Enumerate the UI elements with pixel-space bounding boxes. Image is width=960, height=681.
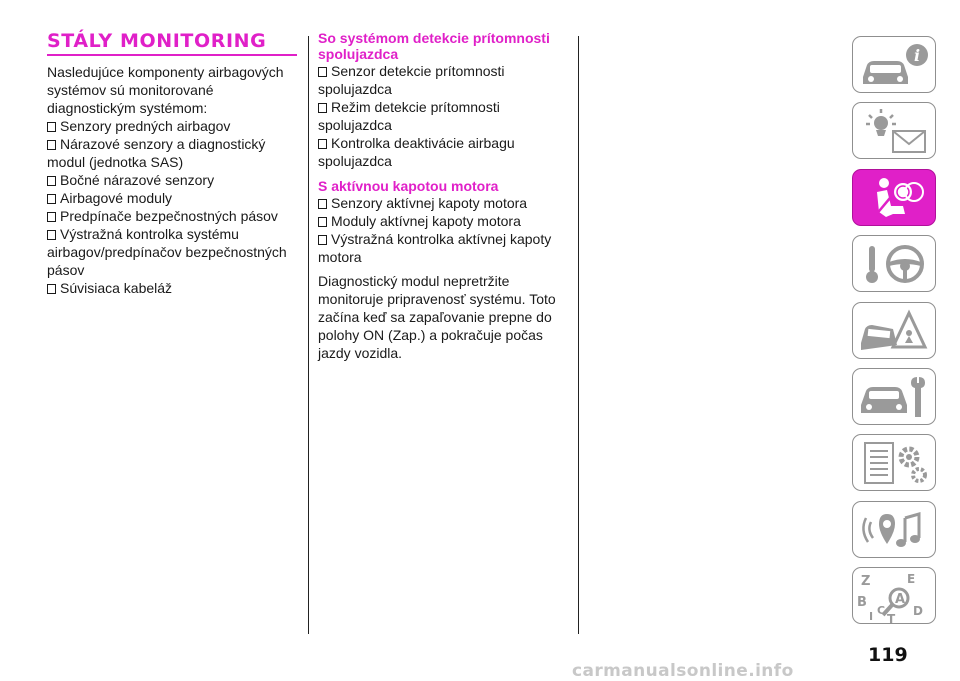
multimedia-icon: [853, 502, 937, 559]
bullet-icon: [318, 67, 327, 77]
svg-text:B: B: [857, 595, 867, 610]
tab-emergency[interactable]: [852, 302, 936, 359]
bullet-icon: [318, 217, 327, 227]
tab-warning-lights[interactable]: [852, 102, 936, 159]
list-item: Výstražná kontrolka systému airbagov/predpínačov bezpečnostných pásov: [47, 226, 287, 278]
bullet-icon: [47, 230, 56, 240]
subsection-title-active-hood: S aktívnou kapotou motora: [318, 178, 499, 194]
alphabetical-index-icon: [853, 568, 937, 625]
list-item: Výstražná kontrolka aktívnej kapoty motora: [318, 231, 552, 265]
svg-text:A: A: [895, 592, 906, 607]
car-accident-icon: [853, 303, 937, 360]
list-item: Súvisiaca kabeláž: [47, 279, 299, 297]
svg-text:Z: Z: [861, 574, 871, 589]
specifications-gears-icon: [853, 435, 937, 492]
bullet-icon: [318, 235, 327, 245]
svg-text:I: I: [869, 610, 874, 623]
list-item: Airbagové moduly: [47, 189, 299, 207]
tab-maintenance[interactable]: [852, 368, 936, 425]
svg-text:T: T: [887, 612, 896, 625]
list-item: Režim detekcie prítomnosti spolujazdca: [318, 99, 500, 133]
bullet-icon: [47, 122, 56, 132]
tab-car-info[interactable]: [852, 36, 936, 93]
bullet-icon: [47, 212, 56, 222]
key-steering-wheel-icon: [853, 236, 937, 293]
car-info-icon: [853, 37, 937, 94]
list-item: Bočné nárazové senzory: [47, 171, 299, 189]
list-item: Senzory aktívnej kapoty motora: [318, 194, 568, 212]
tab-safety-airbag[interactable]: [852, 169, 936, 226]
bullet-icon: [47, 140, 56, 150]
svg-text:E: E: [907, 572, 916, 586]
closing-paragraph: Diagnostický modul nepretržite monitoruje pripravenosť systému. Toto začína keď sa zapaľovanie prepne do polohy ON (Zap.) a pokračuje počas jazdy vozidla.: [318, 273, 556, 361]
left-column: [47, 30, 299, 297]
column-divider: [578, 36, 579, 634]
bullet-icon: [318, 199, 327, 209]
car-wrench-icon: [853, 369, 937, 426]
bullet-icon: [318, 139, 327, 149]
list-item: Moduly aktívnej kapoty motora: [318, 212, 568, 230]
bullet-icon: [47, 176, 56, 186]
passenger-detection-list: [318, 62, 568, 170]
airbag-safety-icon: [853, 170, 937, 227]
active-hood-list: [318, 194, 568, 266]
list-item: Predpínače bezpečnostných pásov: [47, 207, 299, 225]
column-divider: [308, 36, 309, 634]
list-item: Nárazové senzory a diagnostický modul (jednotka SAS): [47, 136, 266, 170]
tab-technical-data[interactable]: [852, 434, 936, 491]
list-item: Senzor detekcie prítomnosti spolujazdca: [318, 63, 505, 97]
svg-text:i: i: [913, 46, 921, 65]
tab-index[interactable]: [852, 567, 936, 624]
bullet-icon: [318, 103, 327, 113]
tab-starting-driving[interactable]: [852, 235, 936, 292]
page-number: 119: [868, 644, 908, 666]
list-item: Kontrolka deaktivácie airbagu spolujazdca: [318, 135, 515, 169]
component-list: [47, 117, 299, 297]
right-column: [318, 30, 568, 362]
intro-paragraph: Nasledujúce komponenty airbagových systémov sú monitorované diagnostickým systémom:: [47, 64, 284, 116]
watermark: carmanualsonline.info: [572, 661, 794, 681]
warning-lights-icon: [853, 103, 937, 160]
svg-text:C: C: [877, 604, 886, 617]
title-underline: [47, 54, 297, 56]
subsection-title-passenger-detection: So systémom detekcie prítomnosti spolujazdca: [318, 30, 550, 62]
section-title-constant-monitoring: STÁLY MONITORING: [47, 30, 267, 52]
svg-text:D: D: [913, 604, 923, 618]
bullet-icon: [47, 284, 56, 294]
bullet-icon: [47, 194, 56, 204]
tab-multimedia[interactable]: [852, 501, 936, 558]
list-item: Senzory predných airbagov: [47, 117, 299, 135]
